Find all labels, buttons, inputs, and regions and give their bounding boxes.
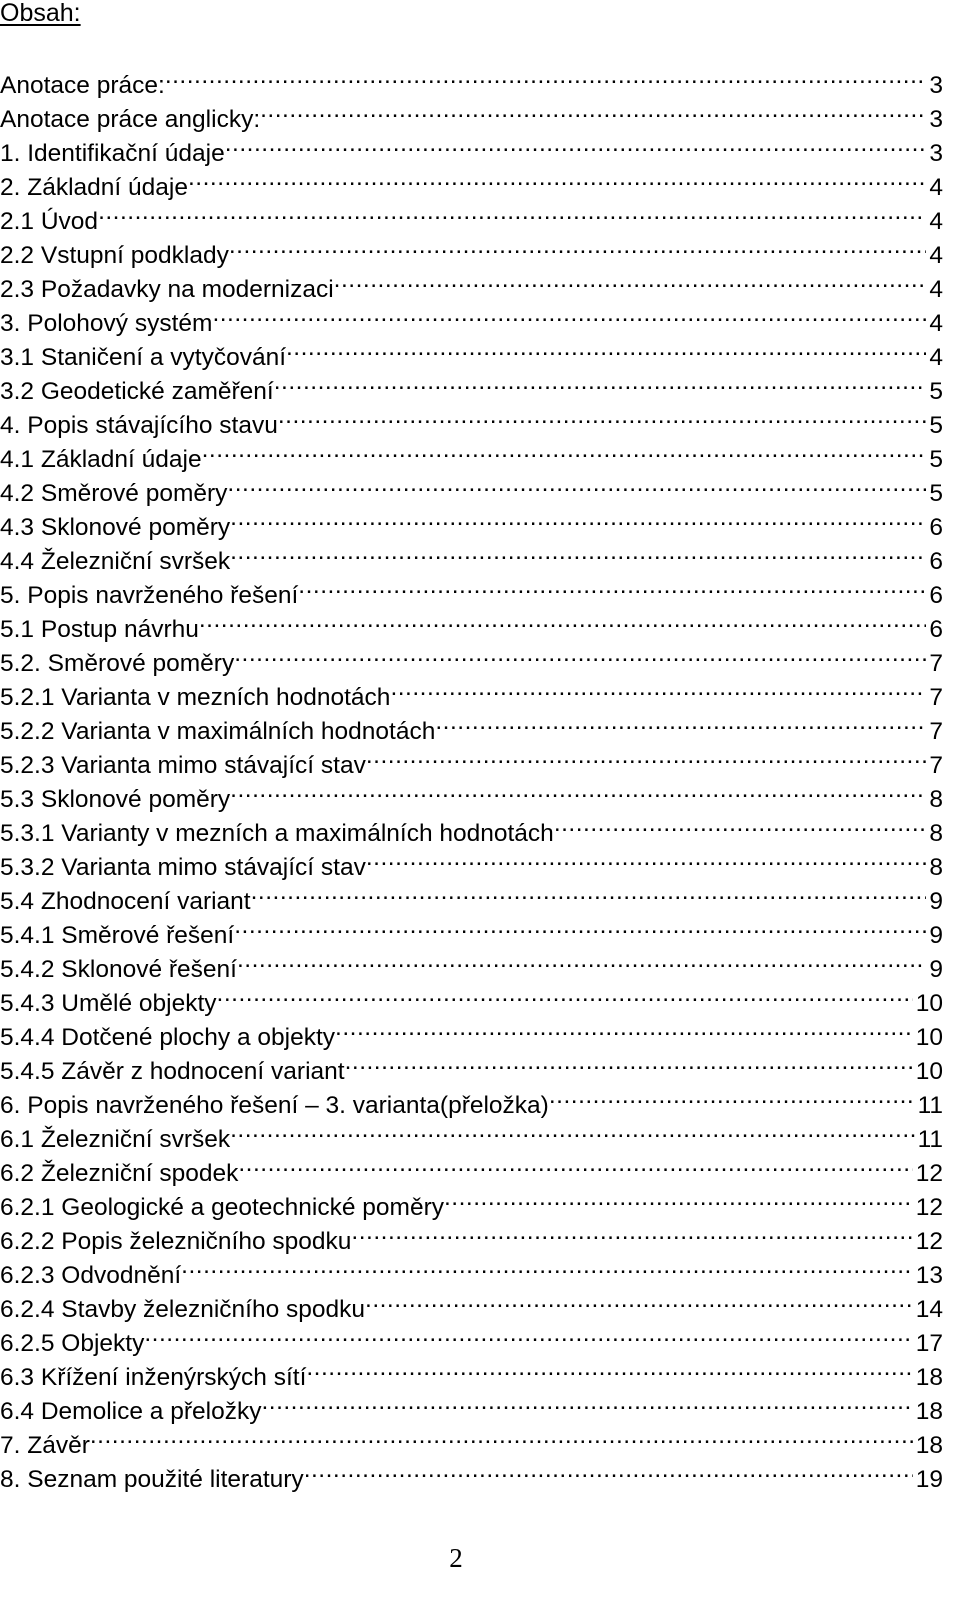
- toc-entry-page: 11: [917, 1126, 943, 1153]
- toc-entry-title: 5.2.3 Varianta mimo stávající stav: [0, 752, 366, 779]
- toc-entry-title: 4.3 Sklonové poměry: [0, 514, 231, 541]
- dot-leader: [298, 569, 926, 603]
- dot-leader: [230, 1113, 914, 1147]
- toc-entry-title: 5. Popis navrženého řešení: [0, 582, 299, 609]
- toc-entry-page: 8: [929, 786, 943, 813]
- toc-entry-title: 5.4.2 Sklonové řešení: [0, 956, 237, 983]
- toc-entry-title: Anotace práce:: [0, 72, 165, 99]
- toc-entry-page: 12: [915, 1160, 943, 1187]
- toc-entry[interactable]: [0, 195, 943, 235]
- dot-leader: [260, 93, 926, 127]
- toc-entry-title: 4.2 Směrové poměry: [0, 480, 228, 507]
- dot-leader: [98, 195, 926, 229]
- dot-leader: [225, 127, 927, 161]
- toc-entry-page: 9: [929, 922, 943, 949]
- toc-entry-title: 6.2.2 Popis železničního spodku: [0, 1228, 352, 1255]
- toc-entry-title: 6. Popis navrženého řešení – 3. varianta(přeložka): [0, 1092, 549, 1119]
- toc-entry-page: 6: [929, 548, 943, 575]
- toc-entry-page: 3: [929, 72, 943, 99]
- toc-entry-page: 9: [929, 956, 943, 983]
- toc-entry-page: 14: [915, 1296, 943, 1323]
- toc-entry-title: 6.2 Železniční spodek: [0, 1160, 239, 1187]
- dot-leader: [306, 1351, 912, 1385]
- toc-entry-title: 8. Seznam použité literatury: [0, 1466, 304, 1493]
- toc-entry-title: 5.3.2 Varianta mimo stávající stav: [0, 854, 366, 881]
- toc-entry[interactable]: [0, 1419, 943, 1459]
- toc-entry-title: 5.3 Sklonové poměry: [0, 786, 231, 813]
- dot-leader: [286, 331, 926, 365]
- dot-leader: [335, 1011, 913, 1045]
- dot-leader: [238, 1147, 912, 1181]
- toc-entry-title: 5.4.5 Závěr z hodnocení variant: [0, 1058, 345, 1085]
- toc-entry[interactable]: [0, 229, 943, 269]
- dot-leader: [217, 977, 913, 1011]
- toc-entry-title: 2.2 Vstupní podklady: [0, 242, 229, 269]
- toc-entry-title: 5.4.3 Umělé objekty: [0, 990, 217, 1017]
- dot-leader: [230, 501, 926, 535]
- toc-entry-page: 8: [929, 820, 943, 847]
- toc-entry-title: 6.2.1 Geologické a geotechnické poměry: [0, 1194, 444, 1221]
- toc-entry-page: 9: [929, 888, 943, 915]
- toc-entry-page: 7: [929, 650, 943, 677]
- toc-entry-page: 5: [929, 378, 943, 405]
- dot-leader: [202, 433, 927, 467]
- toc-entry-page: 4: [929, 310, 943, 337]
- dot-leader: [261, 1385, 912, 1419]
- dot-leader: [251, 875, 927, 909]
- dot-leader: [366, 739, 927, 773]
- toc-entry-page: 5: [929, 480, 943, 507]
- toc-entry-page: 7: [929, 684, 943, 711]
- toc-entry-page: 4: [929, 208, 943, 235]
- toc-entry-page: 4: [929, 242, 943, 269]
- toc-entry-page: 10: [915, 1058, 943, 1085]
- dot-leader: [237, 943, 926, 977]
- toc-entry-page: 10: [915, 990, 943, 1017]
- dot-leader: [549, 1079, 915, 1113]
- toc-entry-title: 4. Popis stávajícího stavu: [0, 412, 278, 439]
- toc-entry-page: 4: [929, 276, 943, 303]
- toc-entry-page: 12: [915, 1194, 943, 1221]
- toc-entry-page: 5: [929, 446, 943, 473]
- toc-entry-page: 5: [929, 412, 943, 439]
- toc-entry-page: 18: [915, 1432, 943, 1459]
- toc-entry-title: 7. Závěr: [0, 1432, 90, 1459]
- dot-leader: [334, 263, 927, 297]
- dot-leader: [390, 671, 926, 705]
- toc-entry-title: 4.4 Železniční svršek: [0, 548, 231, 575]
- toc-entry-title: 6.1 Železniční svršek: [0, 1126, 231, 1153]
- toc-entry-page: 19: [915, 1466, 943, 1493]
- dot-leader: [365, 1283, 913, 1317]
- toc-entry-page: 17: [915, 1330, 943, 1357]
- dot-leader: [229, 229, 927, 263]
- toc-entry-title: 6.2.3 Odvodnění: [0, 1262, 182, 1289]
- toc-entry-page: 13: [915, 1262, 943, 1289]
- toc-entry-title: 6.4 Demolice a přeložky: [0, 1398, 262, 1425]
- toc-entry-page: 4: [929, 174, 943, 201]
- toc-entry-title: 3.1 Staničení a vytyčování: [0, 344, 286, 371]
- dot-leader: [304, 1453, 913, 1487]
- toc-entry-title: 5.4 Zhodnocení variant: [0, 888, 251, 915]
- toc-entry-page: 6: [929, 514, 943, 541]
- toc-entry-title: 3.2 Geodetické zaměření: [0, 378, 274, 405]
- toc-entry-page: 4: [929, 344, 943, 371]
- toc-entry-page: 3: [929, 106, 943, 133]
- dot-leader: [274, 365, 927, 399]
- dot-leader: [212, 297, 926, 331]
- dot-leader: [234, 909, 926, 943]
- toc-entry-title: 5.1 Postup návrhu: [0, 616, 199, 643]
- dot-leader: [227, 467, 926, 501]
- toc-entry-title: 5.3.1 Varianty v mezních a maximálních hodnotách: [0, 820, 554, 847]
- dot-leader: [144, 1317, 912, 1351]
- toc-entry[interactable]: [0, 1453, 943, 1493]
- toc-entry[interactable]: [0, 59, 943, 99]
- toc-entry-page: 18: [915, 1364, 943, 1391]
- toc-entry-title: 1. Identifikační údaje: [0, 140, 225, 167]
- toc-entry-title: 2.1 Úvod: [0, 208, 99, 235]
- dot-leader: [230, 535, 926, 569]
- toc-entry-title: 5.2.2 Varianta v maximálních hodnotách: [0, 718, 436, 745]
- table-of-contents: [0, 59, 943, 1493]
- toc-entry-title: 4.1 Základní údaje: [0, 446, 202, 473]
- dot-leader: [351, 1215, 912, 1249]
- toc-entry-page: 7: [929, 752, 943, 779]
- toc-heading: Obsah:: [0, 0, 81, 27]
- dot-leader: [90, 1419, 913, 1453]
- toc-entry-page: 7: [929, 718, 943, 745]
- dot-leader: [230, 773, 926, 807]
- toc-entry-page: 6: [929, 582, 943, 609]
- toc-entry-page: 6: [929, 616, 943, 643]
- dot-leader: [435, 705, 926, 739]
- toc-entry-title: 2. Základní údaje: [0, 174, 188, 201]
- toc-entry-page: 3: [929, 140, 943, 167]
- toc-entry-page: 11: [917, 1092, 943, 1119]
- dot-leader: [234, 637, 926, 671]
- toc-entry-page: 18: [915, 1398, 943, 1425]
- dot-leader: [345, 1045, 913, 1079]
- toc-entry-title: 3. Polohový systém: [0, 310, 213, 337]
- toc-entry-title: 2.3 Požadavky na modernizaci: [0, 276, 334, 303]
- dot-leader: [554, 807, 927, 841]
- toc-entry-title: 5.2.1 Varianta v mezních hodnotách: [0, 684, 391, 711]
- dot-leader: [278, 399, 927, 433]
- dot-leader: [199, 603, 927, 637]
- toc-entry-title: 5.4.1 Směrové řešení: [0, 922, 235, 949]
- dot-leader: [444, 1181, 913, 1215]
- toc-entry-title: 6.2.4 Stavby železničního spodku: [0, 1296, 366, 1323]
- dot-leader: [188, 161, 926, 195]
- toc-entry-page: 8: [929, 854, 943, 881]
- page-number: 2: [449, 1543, 463, 1573]
- toc-entry-page: 10: [915, 1024, 943, 1051]
- toc-entry-title: 6.2.5 Objekty: [0, 1330, 145, 1357]
- dot-leader: [165, 59, 927, 93]
- toc-entry-title: 5.4.4 Dotčené plochy a objekty: [0, 1024, 336, 1051]
- dot-leader: [181, 1249, 913, 1283]
- toc-entry-title: 5.2. Směrové poměry: [0, 650, 235, 677]
- toc-entry-title: Anotace práce anglicky:: [0, 106, 261, 133]
- toc-entry-title: 6.3 Křížení inženýrských sítí: [0, 1364, 307, 1391]
- dot-leader: [366, 841, 927, 875]
- toc-entry-page: 12: [915, 1228, 943, 1255]
